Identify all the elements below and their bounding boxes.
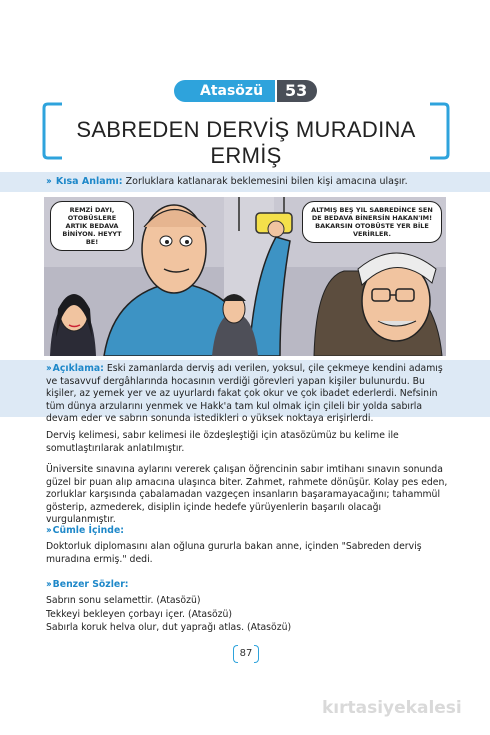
list-item: Sabrın sonu selamettir. (Atasözü) [46, 595, 201, 606]
short-meaning-label: Kısa Anlamı: [55, 176, 123, 187]
section-label: Atasözü [174, 80, 275, 102]
in-sentence-label: Cümle İçinde: [52, 525, 124, 536]
double-chevron-icon: ›› [46, 525, 50, 536]
short-meaning-text: Zorluklara katlanarak beklemesini bilen kişi amacına ulaşır. [125, 176, 408, 187]
speech-bubble-left: REMZİ DAYI, OTOBÜSLERE ARTIK BEDAVA BİNİYON. HEYYT BE! [50, 201, 134, 251]
in-sentence-text: Doktorluk diplomasını alan oğluna gururla bakan anne, içinden "Sabreden derviş muradına ermiş." dedi. [46, 541, 422, 565]
explanation-paragraph-2 [46, 430, 448, 455]
list-item: Sabırla koruk helva olur, dut yaprağı atlas. (Atasözü) [46, 622, 292, 634]
proverb-title: SABREDEN DERVİŞ MURADINA ERMİŞ [76, 117, 416, 168]
similar-list [46, 595, 448, 636]
title-frame [40, 100, 452, 168]
short-meaning [46, 176, 408, 187]
section-number: 53 [277, 80, 317, 102]
section-tab [174, 80, 317, 102]
watermark: kırtasiyekalesi [322, 698, 462, 718]
explanation-text-2: Derviş kelimesi, sabır kelimesi ile özdeşleştiği için atasözümüz bu kelime ile somutlaştırılarak anlatılmıştır. [46, 430, 399, 454]
page-number [233, 645, 259, 663]
page-bracket-left [233, 645, 238, 663]
in-sentence-heading [46, 525, 448, 538]
speech-bubble-right: ALTMIŞ BEŞ YIL SABREDİNCE SEN DE BEDAVA BİNERSİN HAKAN'IM! BAKARSIN OTOBÜSTE YER BİLE VERİRLER. [302, 201, 442, 243]
double-chevron-icon: ›› [46, 579, 50, 590]
explanation-label: Açıklama: [52, 363, 104, 374]
page-number-text: 87 [239, 648, 253, 659]
explanation-paragraph-1 [46, 363, 448, 426]
page-bracket-right [254, 645, 259, 663]
comic-illustration [44, 197, 446, 356]
explanation-text-1: Eski zamanlarda derviş adı verilen, yoksul, çile çekmeye kendini adamış ve tasavvuf dergâhlarında hocasının verdiği görevleri yapan kişiler bulunurdu. Bu kişiler, az yemek yer ve az uyurlardı fakat çok okur ve çok ibadet ederlerdi. Nefsinin tüm dünya arzularını yenmek ve Hakk'a tam kul olmak için çileli bir yolda sabırla devam eder ve sabrın sonunda istedikleri o yüksek noktaya erişirlerdi. [46, 363, 443, 425]
similar-heading [46, 579, 448, 592]
explanation-paragraph-3 [46, 464, 448, 527]
list-item: Tekkeyi bekleyen çorbayı içer. (Atasözü) [46, 608, 233, 620]
similar-label: Benzer Sözler: [52, 579, 129, 590]
double-chevron-icon: ›› [46, 363, 50, 374]
explanation-text-3: Üniversite sınavına aylarını vererek çalışan öğrencinin sabır imtihanı sınavın sonunda güzel bir puan alıp amacına ulaşınca biter. Zahmet, rahmete dönüşür. Kolay pes eden, zorluklar karşısında çabalamadan vazgeçen insanların başaramayacağını; tahammül gösterip, azmederek, disiplin içinde hedefe yürüyenlerin başarılı olacağı vurgulanmıştır. [46, 464, 448, 526]
double-chevron-icon: ›› [46, 176, 50, 187]
